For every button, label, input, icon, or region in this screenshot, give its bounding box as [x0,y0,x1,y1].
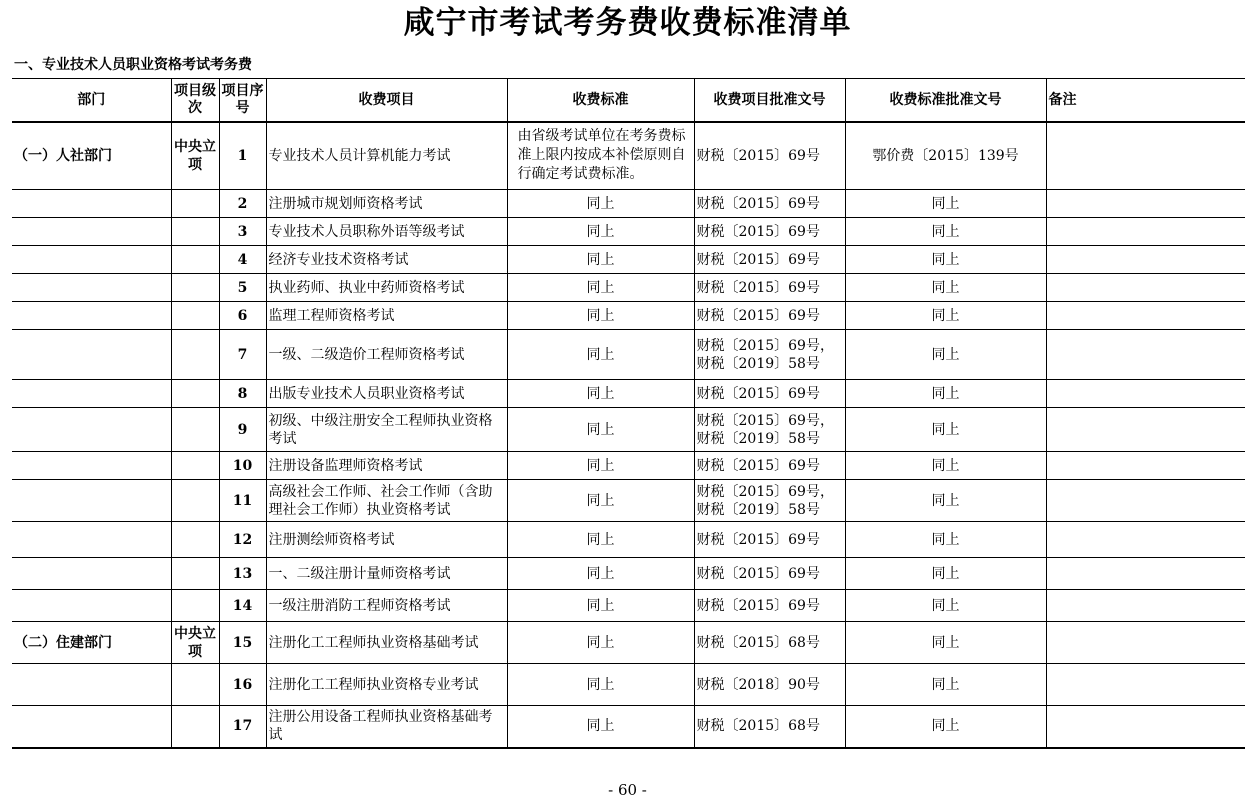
dept-cell [12,218,171,246]
note-cell [1046,522,1245,558]
note-cell [1046,274,1245,302]
dept-cell [12,558,171,590]
header-note: 备注 [1046,79,1245,122]
item-doc-cell: 财税〔2018〕90号 [694,664,845,706]
item-doc-cell: 财税〔2015〕69号， 财税〔2019〕58号 [694,330,845,380]
std-doc-cell: 同上 [845,452,1046,480]
table-row [12,302,1245,330]
note-cell [1046,452,1245,480]
standard-cell: 同上 [507,558,694,590]
standard-cell: 同上 [507,664,694,706]
item-cell: 一级注册消防工程师资格考试 [266,590,507,622]
level-cell [171,380,219,408]
header-item-doc: 收费项目批准文号 [694,79,845,122]
item-doc-cell: 财税〔2015〕69号 [694,452,845,480]
dept-cell [12,408,171,452]
note-cell [1046,408,1245,452]
std-doc-cell: 同上 [845,330,1046,380]
item-doc-cell: 财税〔2015〕68号 [694,706,845,748]
level-cell [171,522,219,558]
dept-cell [12,522,171,558]
standard-cell: 同上 [507,274,694,302]
item-cell: 执业药师、执业中药师资格考试 [266,274,507,302]
dept-cell [12,452,171,480]
table-row [12,122,1245,190]
std-doc-cell: 鄂价费〔2015〕139号 [845,122,1046,190]
standard-cell: 同上 [507,380,694,408]
seq-cell: 15 [219,622,266,664]
seq-cell: 1 [219,122,266,190]
note-cell [1046,664,1245,706]
level-cell [171,408,219,452]
table-row [12,590,1245,622]
standard-cell: 同上 [507,218,694,246]
item-cell: 注册化工工程师执业资格专业考试 [266,664,507,706]
std-doc-cell: 同上 [845,380,1046,408]
item-doc-cell: 财税〔2015〕69号 [694,522,845,558]
table-row [12,274,1245,302]
standard-cell: 同上 [507,480,694,522]
seq-cell: 12 [219,522,266,558]
item-doc-cell: 财税〔2015〕69号 [694,302,845,330]
level-cell [171,302,219,330]
level-cell [171,706,219,748]
std-doc-cell: 同上 [845,522,1046,558]
item-cell: 一、二级注册计量师资格考试 [266,558,507,590]
table-row [12,706,1245,748]
seq-cell: 4 [219,246,266,274]
std-doc-cell: 同上 [845,218,1046,246]
seq-cell: 17 [219,706,266,748]
level-cell [171,664,219,706]
level-cell [171,558,219,590]
std-doc-cell: 同上 [845,558,1046,590]
seq-cell: 10 [219,452,266,480]
item-doc-cell: 财税〔2015〕69号 [694,218,845,246]
standard-cell: 同上 [507,190,694,218]
std-doc-cell: 同上 [845,622,1046,664]
std-doc-cell: 同上 [845,706,1046,748]
dept-cell [12,302,171,330]
item-cell: 注册测绘师资格考试 [266,522,507,558]
table-row [12,218,1245,246]
std-doc-cell: 同上 [845,246,1046,274]
seq-cell: 3 [219,218,266,246]
table-row [12,330,1245,380]
item-cell: 高级社会工作师、社会工作师（含助理社会工作师）执业资格考试 [266,480,507,522]
item-cell: 一级、二级造价工程师资格考试 [266,330,507,380]
table-row [12,622,1245,664]
note-cell [1046,622,1245,664]
seq-cell: 13 [219,558,266,590]
table-row [12,522,1245,558]
seq-cell: 14 [219,590,266,622]
item-doc-cell: 财税〔2015〕69号 [694,122,845,190]
item-cell: 初级、中级注册安全工程师执业资格考试 [266,408,507,452]
note-cell [1046,302,1245,330]
standard-cell: 同上 [507,330,694,380]
std-doc-cell: 同上 [845,274,1046,302]
item-doc-cell: 财税〔2015〕69号 [694,190,845,218]
standard-cell: 同上 [507,246,694,274]
std-doc-cell: 同上 [845,190,1046,218]
dept-cell [12,590,171,622]
table-row [12,452,1245,480]
note-cell [1046,590,1245,622]
item-doc-cell: 财税〔2015〕69号 [694,590,845,622]
standard-cell: 由省级考试单位在考务费标准上限内按成本补偿原则自行确定考试费标准。 [507,122,694,190]
note-cell [1046,122,1245,190]
item-cell: 注册化工工程师执业资格基础考试 [266,622,507,664]
header-level: 项目级次 [171,79,219,122]
seq-cell: 5 [219,274,266,302]
level-cell [171,274,219,302]
std-doc-cell: 同上 [845,664,1046,706]
note-cell [1046,218,1245,246]
std-doc-cell: 同上 [845,480,1046,522]
note-cell [1046,380,1245,408]
item-doc-cell: 财税〔2015〕69号 [694,246,845,274]
header-row [12,79,1245,122]
item-cell: 专业技术人员计算机能力考试 [266,122,507,190]
dept-cell [12,380,171,408]
item-doc-cell: 财税〔2015〕69号 [694,380,845,408]
header-dept: 部门 [12,79,171,122]
page-number: - 60 - [608,781,647,799]
standard-cell: 同上 [507,622,694,664]
level-cell [171,246,219,274]
dept-cell [12,330,171,380]
std-doc-cell: 同上 [845,408,1046,452]
fee-table [12,78,1245,749]
item-doc-cell: 财税〔2015〕69号 [694,558,845,590]
standard-cell: 同上 [507,590,694,622]
standard-cell: 同上 [507,302,694,330]
table-row [12,558,1245,590]
dept-cell [12,480,171,522]
table-row [12,480,1245,522]
table-row [12,664,1245,706]
item-cell: 注册城市规划师资格考试 [266,190,507,218]
seq-cell: 11 [219,480,266,522]
level-cell [171,218,219,246]
header-standard: 收费标准 [507,79,694,122]
std-doc-cell: 同上 [845,590,1046,622]
note-cell [1046,330,1245,380]
standard-cell: 同上 [507,522,694,558]
seq-cell: 9 [219,408,266,452]
standard-cell: 同上 [507,452,694,480]
header-item: 收费项目 [266,79,507,122]
seq-cell: 7 [219,330,266,380]
note-cell [1046,190,1245,218]
item-cell: 注册设备监理师资格考试 [266,452,507,480]
dept-cell [12,274,171,302]
item-cell: 专业技术人员职称外语等级考试 [266,218,507,246]
seq-cell: 8 [219,380,266,408]
level-cell [171,452,219,480]
item-doc-cell: 财税〔2015〕68号 [694,622,845,664]
dept-cell: （二）住建部门 [12,622,171,664]
std-doc-cell: 同上 [845,302,1046,330]
item-cell: 经济专业技术资格考试 [266,246,507,274]
level-cell [171,330,219,380]
level-cell: 中央立项 [171,622,219,664]
table-row [12,408,1245,452]
note-cell [1046,558,1245,590]
level-cell [171,190,219,218]
item-cell: 监理工程师资格考试 [266,302,507,330]
seq-cell: 16 [219,664,266,706]
seq-cell: 2 [219,190,266,218]
level-cell: 中央立项 [171,122,219,190]
dept-cell [12,706,171,748]
dept-cell: （一）人社部门 [12,122,171,190]
item-doc-cell: 财税〔2015〕69号， 财税〔2019〕58号 [694,408,845,452]
note-cell [1046,480,1245,522]
item-doc-cell: 财税〔2015〕69号 [694,274,845,302]
item-cell: 注册公用设备工程师执业资格基础考试 [266,706,507,748]
level-cell [171,480,219,522]
table-row [12,190,1245,218]
standard-cell: 同上 [507,408,694,452]
note-cell [1046,706,1245,748]
dept-cell [12,246,171,274]
table-row [12,380,1245,408]
item-cell: 出版专业技术人员职业资格考试 [266,380,507,408]
item-doc-cell: 财税〔2015〕69号， 财税〔2019〕58号 [694,480,845,522]
standard-cell: 同上 [507,706,694,748]
header-seq: 项目序号 [219,79,266,122]
header-std-doc: 收费标准批准文号 [845,79,1046,122]
section-heading: 一、专业技术人员职业资格考试考务费 [14,57,252,73]
seq-cell: 6 [219,302,266,330]
dept-cell [12,190,171,218]
note-cell [1046,246,1245,274]
level-cell [171,590,219,622]
table-row [12,246,1245,274]
dept-cell [12,664,171,706]
page-title: 咸宁市考试考务费收费标准清单 [403,5,852,41]
